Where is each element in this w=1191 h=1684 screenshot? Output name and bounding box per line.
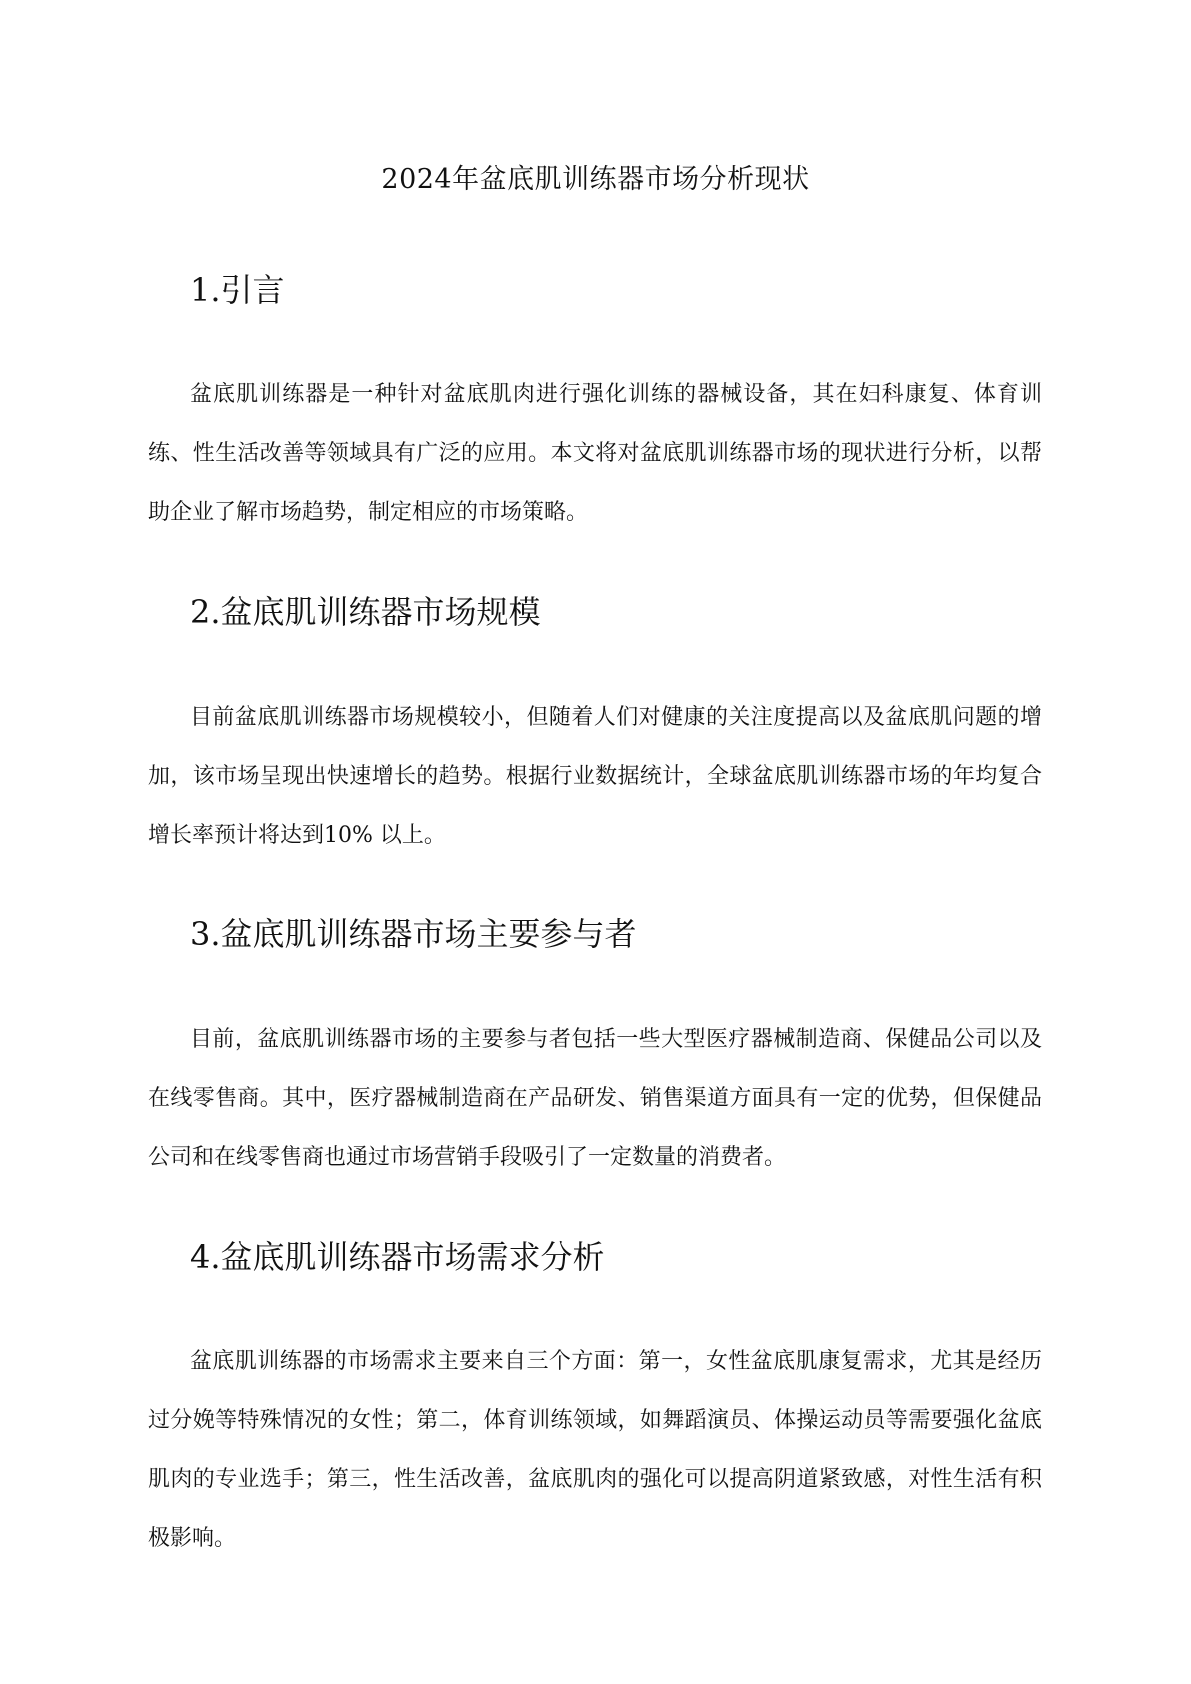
section-paragraph-introduction: 盆底肌训练器是一种针对盆底肌肉进行强化训练的器械设备，其在妇科康复、体育训练、性生活改善等领域具有广泛的应用。本文将对盆底肌训练器市场的现状进行分析，以帮助企业了解市场趋势，制定相应的市场策略。 — [148, 382, 1042, 525]
section-heading-main-participants: 3.盆底肌训练器市场主要参与者 — [190, 915, 637, 953]
section-paragraph-market-size: 目前盆底肌训练器市场规模较小，但随着人们对健康的关注度提高以及盆底肌问题的增加，该市场呈现出快速增长的趋势。根据行业数据统计，全球盆底肌训练器市场的年均复合增长率预计将达到10% 以上。 — [148, 705, 1042, 848]
section-paragraph-demand-analysis: 盆底肌训练器的市场需求主要来自三个方面：第一，女性盆底肌康复需求，尤其是经历过分娩等特殊情况的女性；第二，体育训练领域，如舞蹈演员、体操运动员等需要强化盆底肌肉的专业选手；第三，性生活改善，盆底肌肉的强化可以提高阴道紧致感，对性生活有积极影响。 — [148, 1349, 1042, 1551]
section-heading-introduction: 1.引言 — [190, 271, 285, 309]
section-paragraph-main-participants: 目前，盆底肌训练器市场的主要参与者包括一些大型医疗器械制造商、保健品公司以及在线零售商。其中，医疗器械制造商在产品研发、销售渠道方面具有一定的优势，但保健品公司和在线零售商也通过市场营销手段吸引了一定数量的消费者。 — [148, 1027, 1042, 1170]
document-title: 2024年盆底肌训练器市场分析现状 — [381, 164, 810, 195]
section-heading-market-size: 2.盆底肌训练器市场规模 — [190, 593, 541, 631]
section-heading-demand-analysis: 4.盆底肌训练器市场需求分析 — [190, 1238, 605, 1276]
